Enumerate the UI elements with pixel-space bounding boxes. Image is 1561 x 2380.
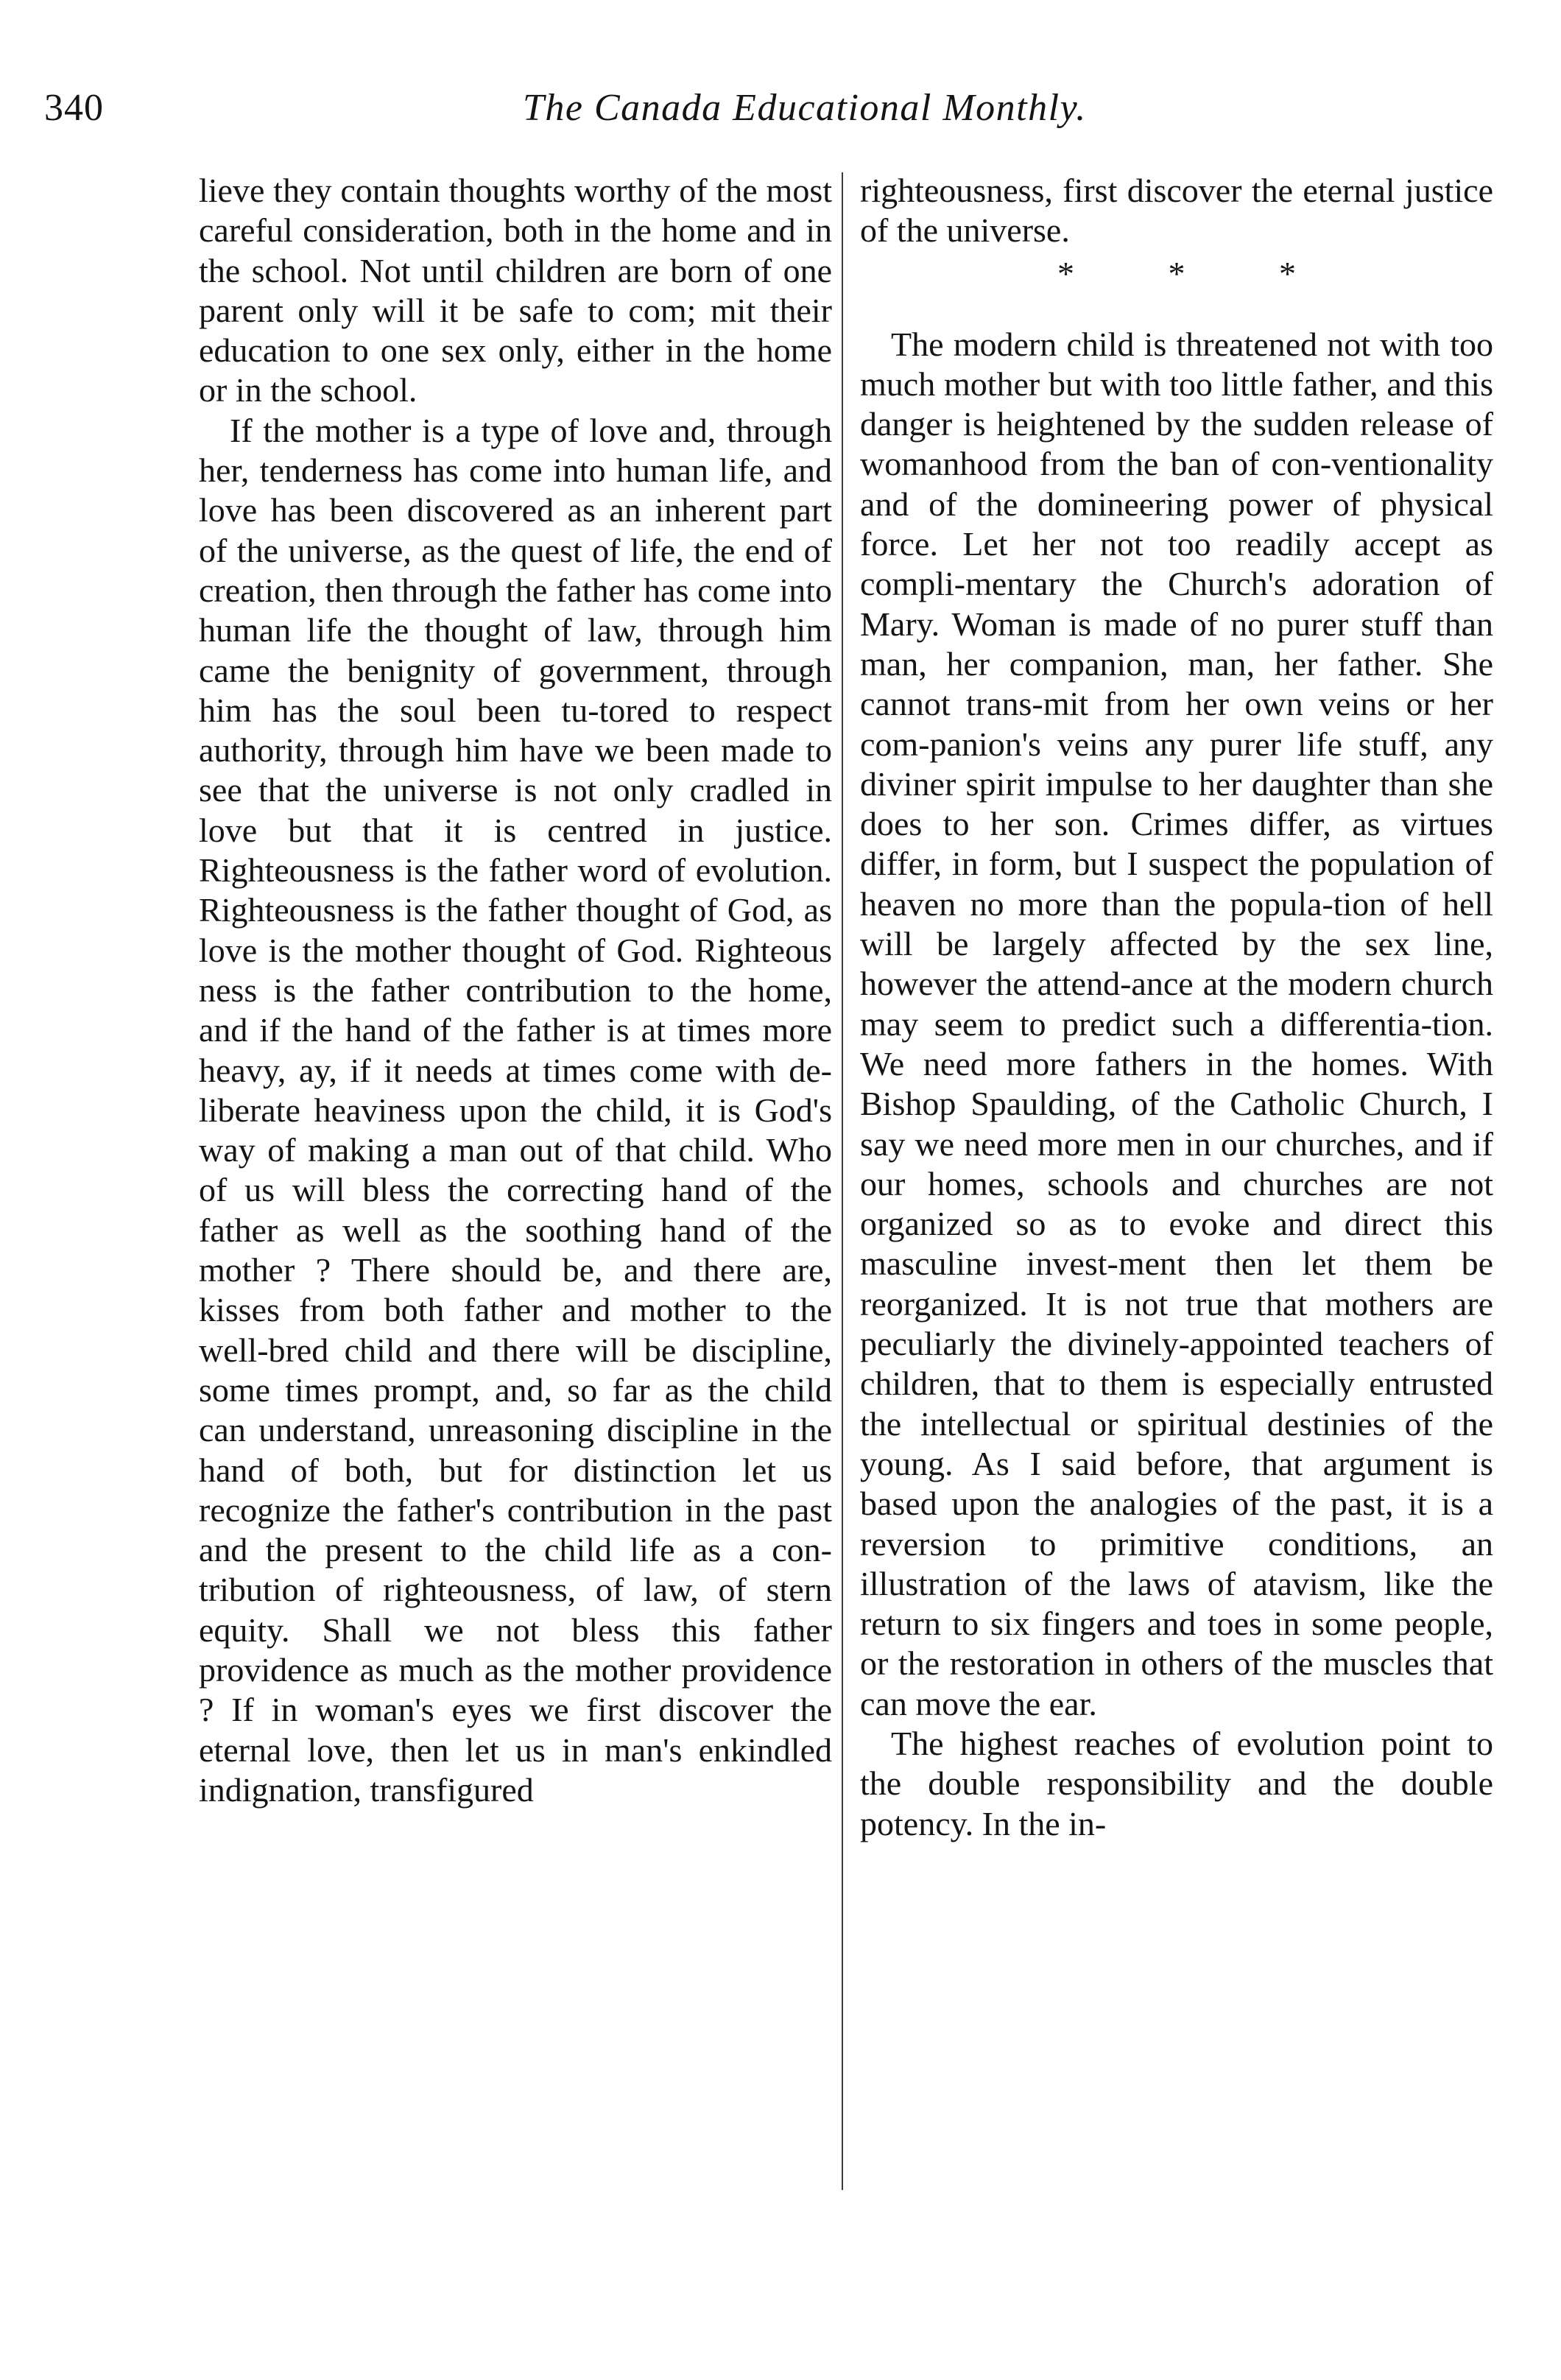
- right-paragraph-1: righteousness, first discover the eternal justice of the universe.: [860, 172, 1493, 250]
- page-header: [44, 82, 1487, 141]
- left-column: [199, 171, 832, 1810]
- right-column: [860, 171, 1493, 1844]
- section-separator: * * *: [1057, 254, 1339, 292]
- running-title: The Canada Educational Monthly.: [523, 87, 1087, 129]
- left-paragraph-2: If the mother is a type of love and, through her, tenderness has come into human life, and love has been discovered as an inherent part of the universe, as the quest of life, the end of creation, then through the father has come into human life the thought of law, through him came the benignity of government, through him has the soul been tu-tored to respect authority, through him have we been made to see that the universe is not only cradled in love but that it is centred in justice. Righteousness is the father word of evolution. Righteousness is the father thought of God, as love is the mother thought of God. Righteous ness is the father contribution to the home, and if the hand of the father is at times more heavy, ay, if it needs at times come with de-liberate heaviness upon the child, it is God's way of making a man out of that child. Who of us will bless the correcting hand of the father as well as the soothing hand of the mother ? There should be, and there are, kisses from both father and mother to the well-bred child and there will be discipline, some times prompt, and, so far as the child can understand, unreasoning discipline in the hand of both, but for distinction let us recognize the father's contribution in the past and the present to the child life as a con-tribution of righteousness, of law, of stern equity. Shall we not bless this father providence as much as the mother providence ? If in woman's eyes we first discover the eternal love, then let us in man's enkindled indignation, transfigured: [199, 411, 832, 1809]
- right-paragraph-2: The modern child is threatened not with too much mother but with too little father, and this danger is heightened by the sudden release of womanhood from the ban of con-ventionality and of the domineering power of physical force. Let her not too readily accept as compli-mentary the Church's adoration of Mary. Woman is made of no purer stuff than man, her companion, man, her father. She cannot trans-mit from her own veins or her com-panion's veins any purer life stuff, any diviner spirit impulse to her daughter than she does to her son. Crimes differ, as virtues differ, in form, but I suspect the population of heaven no more than the popula-tion of hell will be largely affected by the sex line, however the attend-ance at the modern church may seem to predict such a differentia-tion. We need more fathers in the homes. With Bishop Spaulding, of the Catholic Church, I say we need more men in our churches, and if our homes, schools and churches are not organized so as to evoke and direct this masculine invest-ment then let them be reorganized. It is not true that mothers are peculiarly the divinely-appointed teachers of children, that to them is especially entrusted the intellectual or spiritual destinies of the young. As I said before, that argument is based upon the analogies of the past, it is a reversion to primitive conditions, an illustration of the laws of atavism, like the return to six fingers and toes in some people, or the restoration in others of the muscles that can move the ear.: [860, 325, 1493, 1722]
- right-paragraph-3: The highest reaches of evolution point to the double responsibility and the double potency. In the in-: [860, 1724, 1493, 1842]
- left-paragraph-1: lieve they contain thoughts worthy of the most careful consideration, both in the home and in the school. Not until children are born of one parent only will it be safe to com; mit their education to one sex only, either in the home or in the school.: [199, 172, 832, 409]
- page-number: 340: [44, 87, 104, 129]
- column-divider: [842, 172, 843, 2190]
